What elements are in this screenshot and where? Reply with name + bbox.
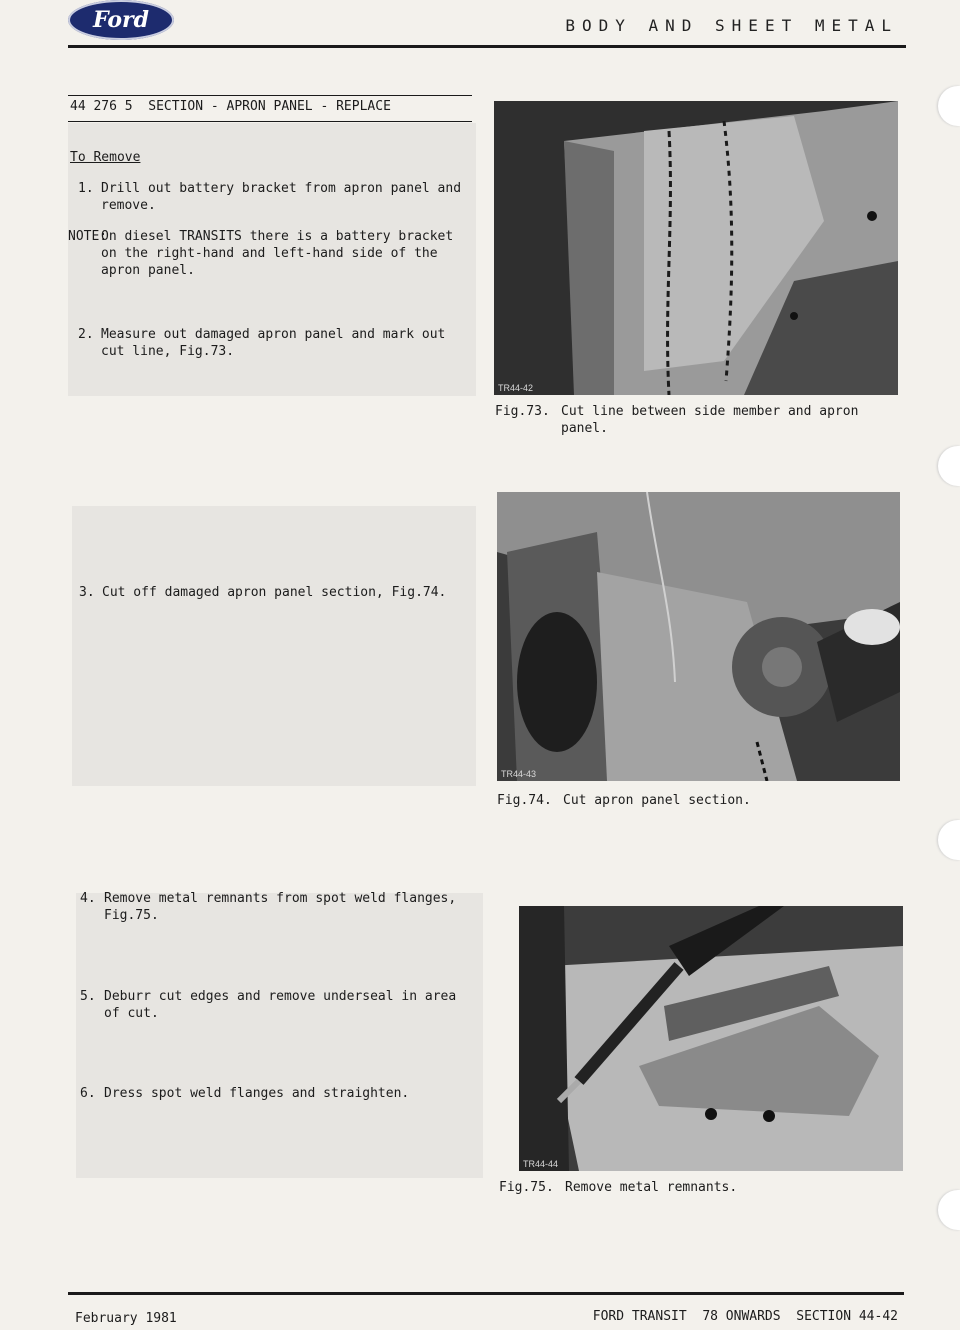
step-text: Dress spot weld flanges and straighten. bbox=[104, 1086, 410, 1101]
step-6 bbox=[80, 1085, 480, 1102]
apron-panel-illustration bbox=[494, 101, 898, 395]
step-5 bbox=[80, 988, 480, 1022]
section-heading: 44 276 5 SECTION - APRON PANEL - REPLACE bbox=[70, 99, 391, 114]
figure-caption-text: Cut apron panel section. bbox=[563, 793, 751, 808]
figure-73-photo bbox=[494, 101, 898, 395]
figure-id: TR44-42 bbox=[498, 383, 534, 393]
step-text: Measure out damaged apron panel and mark out cut line, Fig.73. bbox=[101, 327, 446, 359]
figure-id: TR44-43 bbox=[501, 769, 537, 779]
chisel-remnant-illustration bbox=[519, 906, 903, 1171]
footer-section: FORD TRANSIT 78 ONWARDS SECTION 44-42 bbox=[592, 1309, 898, 1324]
step-text: Drill out battery bracket from apron panel and remove. bbox=[101, 181, 462, 213]
logo-text: Ford bbox=[92, 7, 150, 33]
step-number: 2. bbox=[78, 327, 94, 342]
figure-caption-text: Remove metal remnants. bbox=[565, 1180, 738, 1195]
note-label: NOTE: bbox=[68, 229, 108, 244]
grinder-cut-illustration bbox=[497, 492, 900, 781]
header-rule bbox=[68, 45, 906, 48]
step-1 bbox=[78, 180, 474, 214]
figure-75-photo bbox=[519, 906, 903, 1171]
footer-rule bbox=[68, 1292, 904, 1295]
binder-hole bbox=[938, 1190, 960, 1230]
figure-label: Fig.73. bbox=[495, 404, 550, 419]
step-3 bbox=[79, 584, 475, 601]
step-panel bbox=[72, 506, 476, 786]
step-panel bbox=[76, 893, 483, 1178]
binder-hole bbox=[938, 86, 960, 126]
binder-hole bbox=[938, 820, 960, 860]
step-number: 5. bbox=[80, 989, 96, 1004]
figure-label: Fig.75. bbox=[499, 1180, 554, 1195]
step-text: Remove metal remnants from spot weld flanges, Fig.75. bbox=[104, 891, 457, 923]
figure-caption-text: Cut line between side member and apron panel. bbox=[561, 404, 859, 436]
step-number: 1. bbox=[78, 181, 94, 196]
binder-hole bbox=[938, 446, 960, 486]
step-number: 4. bbox=[80, 891, 96, 906]
note bbox=[68, 228, 468, 279]
heading-rule-top bbox=[68, 95, 472, 96]
sub-heading: To Remove bbox=[70, 150, 141, 165]
step-number: 6. bbox=[80, 1086, 96, 1101]
ford-logo bbox=[68, 0, 174, 40]
figure-75-caption bbox=[499, 1179, 899, 1196]
step-text: Deburr cut edges and remove underseal in area of cut. bbox=[104, 989, 457, 1021]
heading-rule-bottom bbox=[68, 121, 472, 122]
step-4 bbox=[80, 890, 480, 924]
footer-date: February 1981 bbox=[75, 1311, 177, 1326]
step-text: Cut off damaged apron panel section, Fig.74. bbox=[102, 585, 447, 600]
step-number: 3. bbox=[79, 585, 95, 600]
note-body: On diesel TRANSITS there is a battery bracket on the right-hand and left-hand side of the apron panel. bbox=[101, 229, 454, 278]
note-text bbox=[101, 228, 461, 279]
step-2 bbox=[78, 326, 474, 360]
figure-label: Fig.74. bbox=[497, 793, 552, 808]
figure-74-caption bbox=[497, 792, 897, 809]
figure-74-photo bbox=[497, 492, 900, 781]
page-header-title: BODY AND SHEET METAL bbox=[565, 16, 898, 35]
figure-73-caption bbox=[495, 403, 895, 437]
figure-id: TR44-44 bbox=[523, 1159, 559, 1169]
